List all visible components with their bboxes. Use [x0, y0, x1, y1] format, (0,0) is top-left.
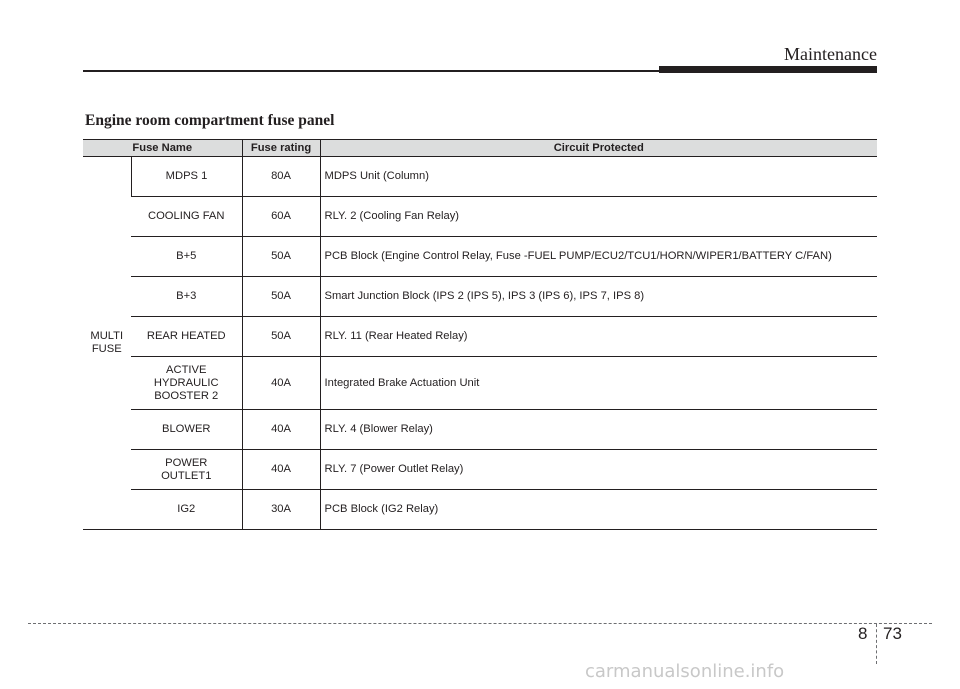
fuse-rating-cell: 50A	[242, 277, 320, 317]
fuse-rating-cell: 40A	[242, 410, 320, 450]
table-row	[83, 357, 877, 410]
circuit-cell: MDPS Unit (Column)	[320, 157, 877, 197]
fuse-name-cell	[131, 450, 242, 490]
circuit-cell: Smart Junction Block (IPS 2 (IPS 5), IPS 3 (IPS 6), IPS 7, IPS 8)	[320, 277, 877, 317]
page-header-title: Maintenance	[784, 44, 877, 64]
fuse-table	[83, 139, 877, 530]
fuse-name-cell: REAR HEATED	[131, 317, 242, 357]
table-row	[83, 490, 877, 530]
page-number-divider	[876, 624, 877, 664]
fuse-rating-cell: 30A	[242, 490, 320, 530]
fuse-name-cell: B+5	[131, 237, 242, 277]
table-row	[83, 197, 877, 237]
circuit-cell: RLY. 4 (Blower Relay)	[320, 410, 877, 450]
circuit-cell: PCB Block (IG2 Relay)	[320, 490, 877, 530]
header-rule	[83, 70, 663, 72]
fuse-name-cell: B+3	[131, 277, 242, 317]
fuse-rating-cell: 60A	[242, 197, 320, 237]
fuse-rating-cell: 40A	[242, 357, 320, 410]
table-row	[83, 450, 877, 490]
fuse-rating-cell: 50A	[242, 317, 320, 357]
table-row	[83, 410, 877, 450]
fuse-name-cell: IG2	[131, 490, 242, 530]
column-header-fuse-rating: Fuse rating	[242, 140, 320, 157]
fuse-group-label	[83, 157, 131, 530]
fuse-rating-cell: 40A	[242, 450, 320, 490]
fuse-name-cell: COOLING FAN	[131, 197, 242, 237]
fuse-name-cell: BLOWER	[131, 410, 242, 450]
table-row	[83, 277, 877, 317]
fuse-group-label-text: MULTI FUSE	[90, 330, 124, 355]
table-row	[83, 237, 877, 277]
chapter-number: 8	[858, 624, 868, 643]
fuse-rating-cell: 50A	[242, 237, 320, 277]
header-rule-thick	[659, 66, 877, 73]
circuit-cell: RLY. 2 (Cooling Fan Relay)	[320, 197, 877, 237]
section-title: Engine room compartment fuse panel	[85, 112, 335, 129]
fuse-rating-cell: 80A	[242, 157, 320, 197]
fuse-name-text: ACTIVE HYDRAULIC BOOSTER 2	[153, 363, 219, 402]
fuse-name-cell	[131, 357, 242, 410]
table-row	[83, 157, 877, 197]
column-header-fuse-name: Fuse Name	[83, 140, 242, 157]
fuse-name-text: POWER OUTLET1	[161, 456, 212, 482]
table-row	[83, 317, 877, 357]
column-header-circuit-protected: Circuit Protected	[320, 140, 877, 157]
circuit-cell: RLY. 11 (Rear Heated Relay)	[320, 317, 877, 357]
watermark: carmanualsonline.info	[585, 661, 785, 682]
fuse-name-cell: MDPS 1	[131, 157, 242, 197]
footer-rule	[28, 623, 932, 624]
circuit-cell: Integrated Brake Actuation Unit	[320, 357, 877, 410]
circuit-cell: RLY. 7 (Power Outlet Relay)	[320, 450, 877, 490]
circuit-cell: PCB Block (Engine Control Relay, Fuse -FUEL PUMP/ECU2/TCU1/HORN/WIPER1/BATTERY C/FAN)	[320, 237, 877, 277]
table-header-row	[83, 140, 877, 157]
page-number: 73	[883, 624, 902, 643]
